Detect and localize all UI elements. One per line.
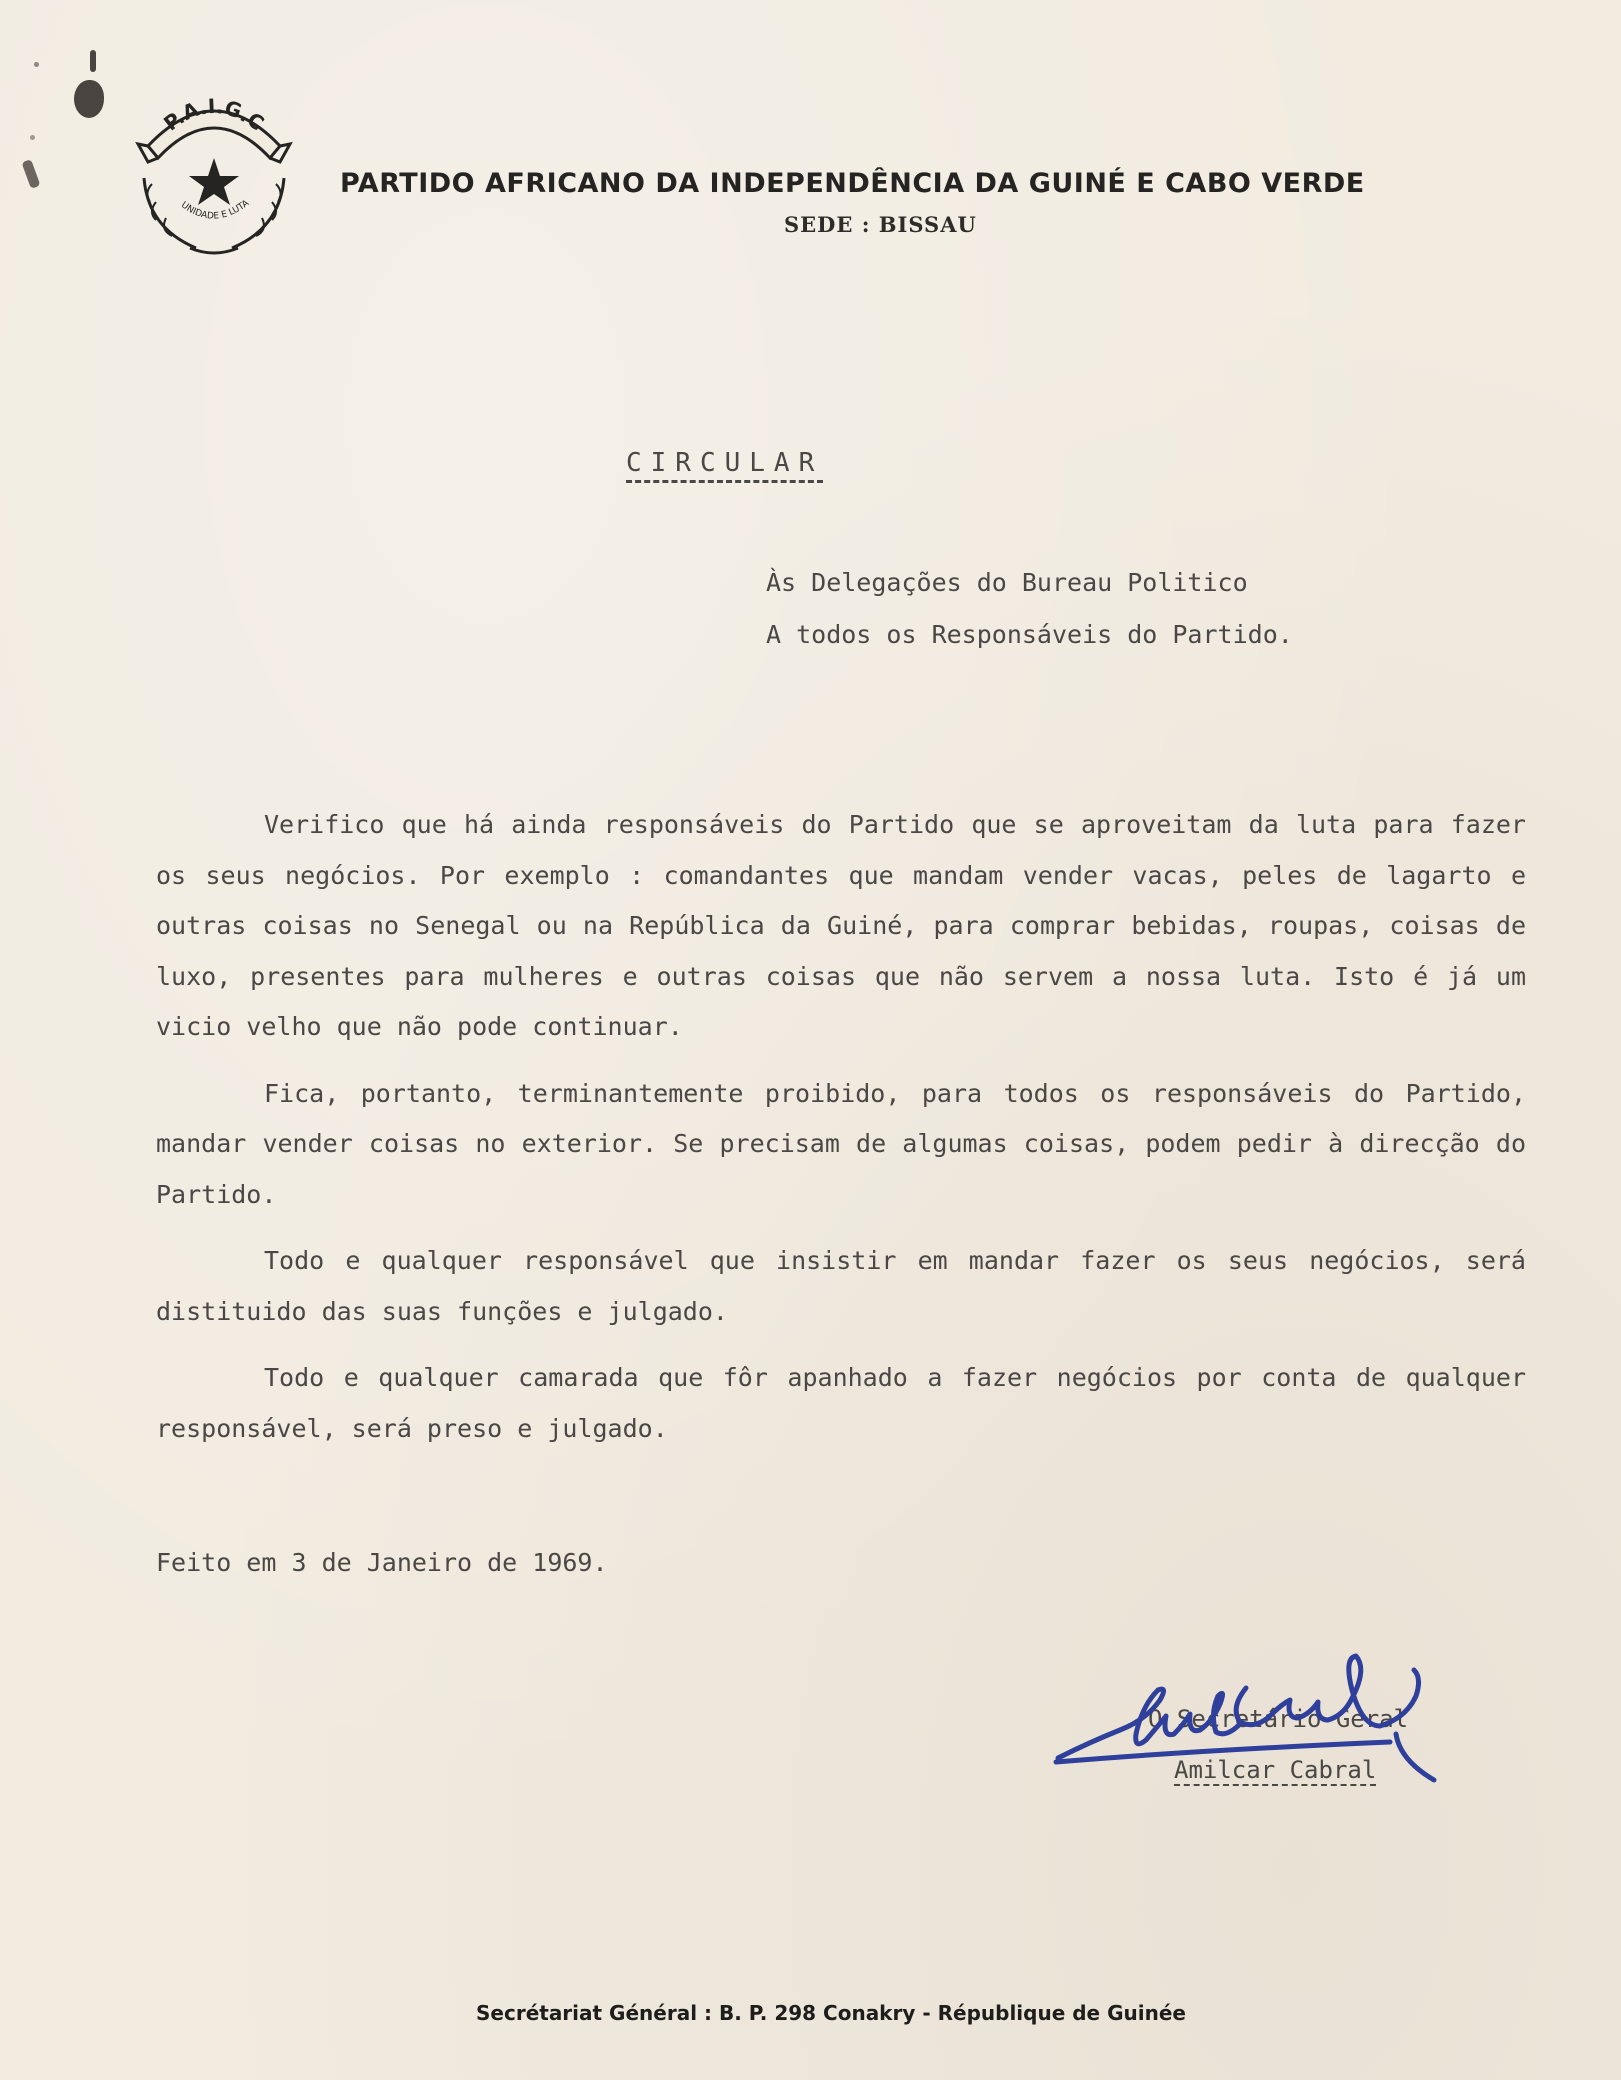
ink-stain bbox=[74, 80, 104, 118]
addressee-line: A todos os Responsáveis do Partido. bbox=[766, 620, 1293, 649]
organization-seat: SEDE : BISSAU bbox=[784, 212, 977, 237]
body-paragraph: Todo e qualquer responsável que insistir em mandar fazer os seus negócios, será distituido das suas funções e julgado. bbox=[156, 1246, 1526, 1326]
document-title: CIRCULAR bbox=[626, 448, 823, 483]
ink-stain bbox=[34, 62, 39, 67]
body-paragraph: Todo e qualquer camarada que fôr apanhado a fazer negócios por conta de qualquer responsável, será preso e julgado. bbox=[156, 1363, 1526, 1443]
ink-stain bbox=[90, 50, 96, 72]
body-paragraph: Verifico que há ainda responsáveis do Partido que se aproveitam da luta para fazer os seus negócios. Por exemplo : comandantes que mandam vender vacas, peles de lagarto e outras coisas no Senegal ou na República da Guiné, para comprar bebidas, roupas, coisas de luxo, presentes para mulheres e outras coisas que não servem a nossa luta. Isto é já um vicio velho que não pode continuar. bbox=[156, 810, 1526, 1041]
footer-address: Secrétariat Général : B. P. 298 Conakry - République de Guinée bbox=[476, 2001, 1186, 2025]
body-paragraph: Fica, portanto, terminantemente proibido, para todos os responsáveis do Partido, mandar vender coisas no exterior. Se precisam de algumas coisas, podem pedir à direcção do Partido. bbox=[156, 1078, 1526, 1209]
star-icon bbox=[189, 158, 239, 205]
ink-stain bbox=[22, 159, 41, 189]
letter-body bbox=[156, 800, 1526, 1470]
addressee-line: Às Delegações do Bureau Politico bbox=[766, 568, 1248, 597]
logo-motto-text: UNIDADE E LUTA bbox=[178, 198, 252, 222]
logo-banner-text: P.A.I.G.C bbox=[159, 93, 269, 136]
date-line: Feito em 3 de Janeiro de 1969. bbox=[156, 1548, 608, 1577]
paigc-logo bbox=[134, 88, 294, 258]
handwritten-signature bbox=[1050, 1630, 1450, 1805]
signatory-name: Amilcar Cabral bbox=[1174, 1756, 1377, 1784]
signatory-role: O Secretário Geral bbox=[1148, 1705, 1409, 1733]
organization-name: PARTIDO AFRICANO DA INDEPENDÊNCIA DA GUINÉ E CABO VERDE bbox=[340, 168, 1365, 199]
ink-stain bbox=[30, 135, 35, 140]
